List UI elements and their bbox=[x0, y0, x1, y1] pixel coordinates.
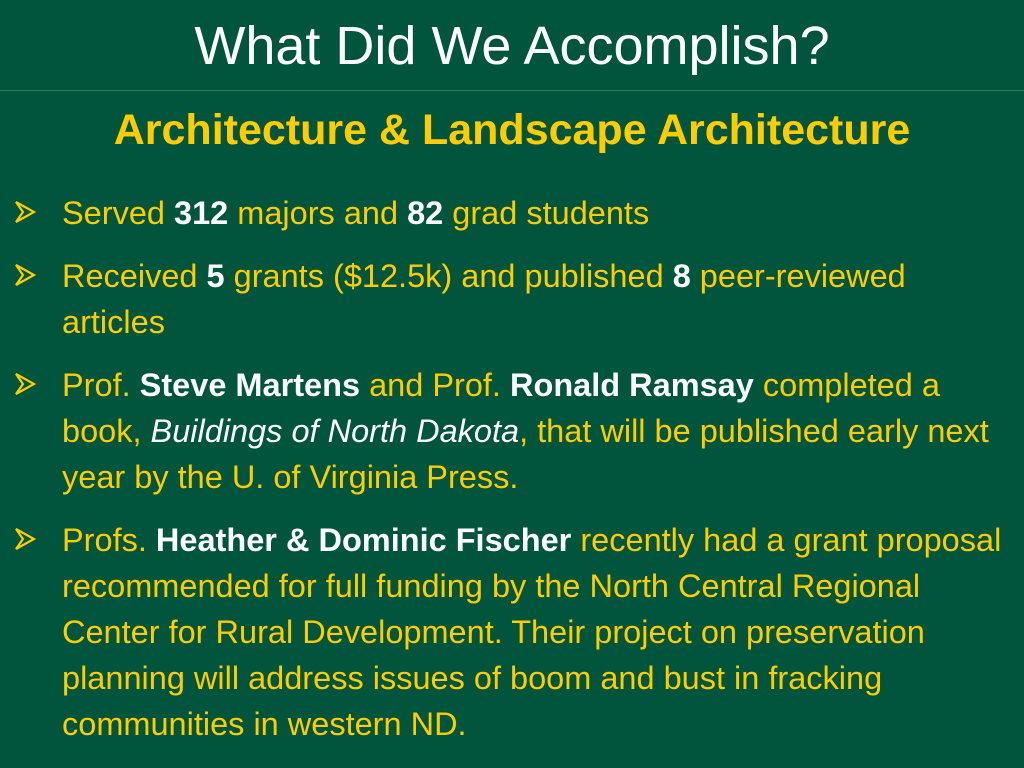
accomplishment-bullet bbox=[0, 190, 1024, 236]
bullet-text-segment: Served bbox=[62, 195, 175, 231]
bullet-text-segment: Prof. bbox=[62, 367, 140, 403]
bullet-text-segment: Profs. bbox=[62, 522, 156, 558]
bullet-text-segment: Received bbox=[62, 258, 207, 294]
professor-names: Heather & Dominic Fischer bbox=[155, 522, 572, 558]
department-subtitle: Architecture & Landscape Architecture bbox=[113, 106, 911, 154]
arrowhead-bullet-icon bbox=[14, 190, 40, 236]
arrowhead-bullet-icon bbox=[14, 362, 40, 408]
bullet-text-segment: and Prof. bbox=[360, 367, 510, 403]
bullet-text-3 bbox=[62, 367, 989, 495]
accomplishment-bullet bbox=[0, 253, 1024, 345]
majors-count: 312 bbox=[174, 195, 229, 231]
bullet-text-segment: , that will be published early next year by the U. of Virginia Press. bbox=[62, 413, 989, 495]
professor-name: Steve Martens bbox=[139, 367, 361, 403]
grants-count: 5 bbox=[206, 258, 225, 294]
bullet-text-segment: completed a book, bbox=[62, 367, 940, 449]
bullet-text-4 bbox=[62, 522, 1001, 742]
bullet-text-segment: grants ($12.5k) and published bbox=[224, 258, 673, 294]
accomplishment-bullet bbox=[0, 362, 1024, 500]
articles-count: 8 bbox=[672, 258, 691, 294]
bullet-text-segment: peer-reviewed articles bbox=[62, 258, 906, 340]
arrowhead-bullet-icon bbox=[14, 517, 40, 563]
title-divider bbox=[0, 90, 1024, 91]
accomplishment-list bbox=[0, 190, 1024, 764]
bullet-text-1 bbox=[62, 195, 649, 231]
bullet-text-segment: majors and bbox=[228, 195, 408, 231]
arrowhead-bullet-icon bbox=[14, 253, 40, 299]
slide-title: What Did We Accomplish? bbox=[194, 16, 830, 76]
bullet-text-segment: recently had a grant proposal recommended for full funding by the North Central Regional Center for Rural Development. Their project on preservation planning will address issues of boom and bust in fracking communities in western ND. bbox=[62, 522, 1002, 742]
accomplishment-bullet bbox=[0, 517, 1024, 747]
professor-name: Ronald Ramsay bbox=[510, 367, 754, 403]
grad-students-count: 82 bbox=[407, 195, 444, 231]
bullet-text-2 bbox=[62, 258, 906, 340]
book-title: Buildings of North Dakota bbox=[150, 413, 520, 449]
bullet-text-segment: grad students bbox=[443, 195, 650, 231]
